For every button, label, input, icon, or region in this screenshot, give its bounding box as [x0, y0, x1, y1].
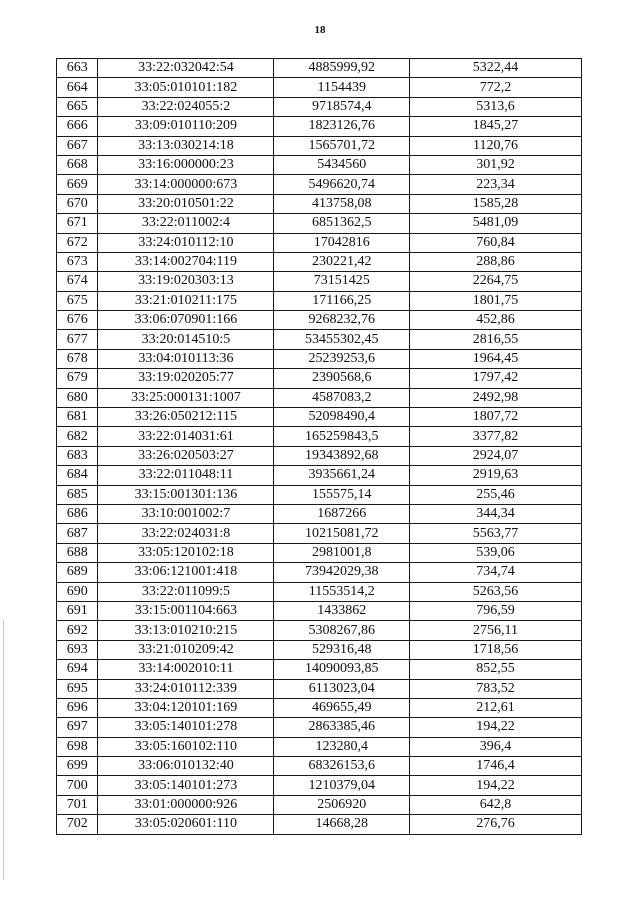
- value-cell: 171166,25: [274, 291, 410, 310]
- value-cell: 230221,42: [274, 252, 410, 271]
- row-number-cell: 697: [57, 718, 98, 737]
- table-row: [57, 349, 582, 368]
- table-row: [57, 601, 582, 620]
- area-cell: 1845,27: [410, 117, 582, 136]
- row-number-cell: 689: [57, 563, 98, 582]
- cadastral-number-cell: 33:25:000131:1007: [98, 388, 274, 407]
- row-number-cell: 680: [57, 388, 98, 407]
- value-cell: 1154439: [274, 78, 410, 97]
- cadastral-number-cell: 33:26:020503:27: [98, 446, 274, 465]
- table-row: [57, 330, 582, 349]
- area-cell: 642,8: [410, 795, 582, 814]
- row-number-cell: 686: [57, 504, 98, 523]
- row-number-cell: 701: [57, 795, 98, 814]
- table-row: [57, 272, 582, 291]
- row-number-cell: 698: [57, 737, 98, 756]
- value-cell: 2981001,8: [274, 543, 410, 562]
- table-row: [57, 252, 582, 271]
- cadastral-number-cell: 33:09:010110:209: [98, 117, 274, 136]
- table-row: [57, 408, 582, 427]
- cadastral-number-cell: 33:01:000000:926: [98, 795, 274, 814]
- table-row: [57, 136, 582, 155]
- cadastral-number-cell: 33:22:011099:5: [98, 582, 274, 601]
- cadastral-number-cell: 33:04:120101:169: [98, 698, 274, 717]
- area-cell: 452,86: [410, 311, 582, 330]
- row-number-cell: 693: [57, 640, 98, 659]
- table-row: [57, 117, 582, 136]
- row-number-cell: 691: [57, 601, 98, 620]
- area-cell: 194,22: [410, 776, 582, 795]
- row-number-cell: 677: [57, 330, 98, 349]
- area-cell: 276,76: [410, 815, 582, 834]
- cadastral-number-cell: 33:05:160102:110: [98, 737, 274, 756]
- value-cell: 10215081,72: [274, 524, 410, 543]
- value-cell: 5496620,74: [274, 175, 410, 194]
- row-number-cell: 671: [57, 214, 98, 233]
- cadastral-number-cell: 33:19:020205:77: [98, 369, 274, 388]
- area-cell: 301,92: [410, 155, 582, 174]
- row-number-cell: 667: [57, 136, 98, 155]
- value-cell: 155575,14: [274, 485, 410, 504]
- cadastral-number-cell: 33:19:020303:13: [98, 272, 274, 291]
- table-row: [57, 640, 582, 659]
- area-cell: 212,61: [410, 698, 582, 717]
- area-cell: 344,34: [410, 504, 582, 523]
- table-row: [57, 97, 582, 116]
- cadastral-number-cell: 33:22:024031:8: [98, 524, 274, 543]
- row-number-cell: 687: [57, 524, 98, 543]
- area-cell: 5322,44: [410, 59, 582, 78]
- value-cell: 4587083,2: [274, 388, 410, 407]
- row-number-cell: 672: [57, 233, 98, 252]
- table-row: [57, 311, 582, 330]
- cadastral-number-cell: 33:24:010112:10: [98, 233, 274, 252]
- area-cell: 1746,4: [410, 757, 582, 776]
- row-number-cell: 700: [57, 776, 98, 795]
- area-cell: 5263,56: [410, 582, 582, 601]
- cadastral-number-cell: 33:05:140101:273: [98, 776, 274, 795]
- table-row: [57, 718, 582, 737]
- value-cell: 4885999,92: [274, 59, 410, 78]
- value-cell: 469655,49: [274, 698, 410, 717]
- area-cell: 1807,72: [410, 408, 582, 427]
- cadastral-number-cell: 33:13:030214:18: [98, 136, 274, 155]
- area-cell: 5313,6: [410, 97, 582, 116]
- cadastral-number-cell: 33:22:011048:11: [98, 466, 274, 485]
- table-row: [57, 291, 582, 310]
- area-cell: 255,46: [410, 485, 582, 504]
- area-cell: 1718,56: [410, 640, 582, 659]
- value-cell: 11553514,2: [274, 582, 410, 601]
- value-cell: 9718574,4: [274, 97, 410, 116]
- table-body: [57, 59, 582, 835]
- cadastral-number-cell: 33:05:140101:278: [98, 718, 274, 737]
- value-cell: 529316,48: [274, 640, 410, 659]
- row-number-cell: 695: [57, 679, 98, 698]
- row-number-cell: 674: [57, 272, 98, 291]
- area-cell: 2492,98: [410, 388, 582, 407]
- cadastral-number-cell: 33:24:010112:339: [98, 679, 274, 698]
- table-row: [57, 737, 582, 756]
- cadastral-number-cell: 33:14:002704:119: [98, 252, 274, 271]
- row-number-cell: 664: [57, 78, 98, 97]
- row-number-cell: 682: [57, 427, 98, 446]
- row-number-cell: 669: [57, 175, 98, 194]
- table-row: [57, 660, 582, 679]
- row-number-cell: 683: [57, 446, 98, 465]
- row-number-cell: 692: [57, 621, 98, 640]
- row-number-cell: 666: [57, 117, 98, 136]
- table-row: [57, 776, 582, 795]
- cadastral-number-cell: 33:05:020601:110: [98, 815, 274, 834]
- value-cell: 6851362,5: [274, 214, 410, 233]
- table-row: [57, 563, 582, 582]
- value-cell: 2506920: [274, 795, 410, 814]
- table-row: [57, 427, 582, 446]
- cadastral-number-cell: 33:14:002010:11: [98, 660, 274, 679]
- cadastral-number-cell: 33:14:000000:673: [98, 175, 274, 194]
- table-row: [57, 485, 582, 504]
- area-cell: 772,2: [410, 78, 582, 97]
- area-cell: 194,22: [410, 718, 582, 737]
- row-number-cell: 668: [57, 155, 98, 174]
- table-row: [57, 194, 582, 213]
- table-row: [57, 504, 582, 523]
- value-cell: 2863385,46: [274, 718, 410, 737]
- value-cell: 17042816: [274, 233, 410, 252]
- value-cell: 2390568,6: [274, 369, 410, 388]
- row-number-cell: 699: [57, 757, 98, 776]
- cadastral-number-cell: 33:15:001104:663: [98, 601, 274, 620]
- value-cell: 1433862: [274, 601, 410, 620]
- cadastral-number-cell: 33:15:001301:136: [98, 485, 274, 504]
- row-number-cell: 690: [57, 582, 98, 601]
- area-cell: 396,4: [410, 737, 582, 756]
- cadastral-number-cell: 33:16:000000:23: [98, 155, 274, 174]
- area-cell: 796,59: [410, 601, 582, 620]
- area-cell: 2264,75: [410, 272, 582, 291]
- cadastral-number-cell: 33:21:010211:175: [98, 291, 274, 310]
- area-cell: 2919,63: [410, 466, 582, 485]
- cadastral-number-cell: 33:06:121001:418: [98, 563, 274, 582]
- table-row: [57, 155, 582, 174]
- table-row: [57, 78, 582, 97]
- table-row: [57, 466, 582, 485]
- value-cell: 25239253,6: [274, 349, 410, 368]
- area-cell: 1585,28: [410, 194, 582, 213]
- cadastral-number-cell: 33:26:050212:115: [98, 408, 274, 427]
- table-row: [57, 757, 582, 776]
- value-cell: 5308267,86: [274, 621, 410, 640]
- value-cell: 73942029,38: [274, 563, 410, 582]
- cadastral-number-cell: 33:22:024055:2: [98, 97, 274, 116]
- table-row: [57, 543, 582, 562]
- row-number-cell: 702: [57, 815, 98, 834]
- cadastral-number-cell: 33:04:010113:36: [98, 349, 274, 368]
- area-cell: 1120,76: [410, 136, 582, 155]
- area-cell: 5481,09: [410, 214, 582, 233]
- area-cell: 1797,42: [410, 369, 582, 388]
- cadastral-number-cell: 33:22:032042:54: [98, 59, 274, 78]
- area-cell: 760,84: [410, 233, 582, 252]
- table-row: [57, 214, 582, 233]
- table-row: [57, 524, 582, 543]
- value-cell: 14090093,85: [274, 660, 410, 679]
- area-cell: 539,06: [410, 543, 582, 562]
- area-cell: 3377,82: [410, 427, 582, 446]
- cadastral-number-cell: 33:21:010209:42: [98, 640, 274, 659]
- table-row: [57, 698, 582, 717]
- area-cell: 2924,07: [410, 446, 582, 465]
- area-cell: 1801,75: [410, 291, 582, 310]
- table-row: [57, 233, 582, 252]
- cadastral-number-cell: 33:20:014510:5: [98, 330, 274, 349]
- cadastral-number-cell: 33:06:070901:166: [98, 311, 274, 330]
- table-row: [57, 582, 582, 601]
- row-number-cell: 679: [57, 369, 98, 388]
- cadastral-number-cell: 33:05:120102:18: [98, 543, 274, 562]
- cadastral-number-cell: 33:20:010501:22: [98, 194, 274, 213]
- row-number-cell: 663: [57, 59, 98, 78]
- cadastral-number-cell: 33:05:010101:182: [98, 78, 274, 97]
- row-number-cell: 696: [57, 698, 98, 717]
- area-cell: 783,52: [410, 679, 582, 698]
- row-number-cell: 678: [57, 349, 98, 368]
- page-number: 18: [314, 24, 326, 36]
- cadastral-number-cell: 33:22:011002:4: [98, 214, 274, 233]
- value-cell: 1687266: [274, 504, 410, 523]
- cadastral-number-cell: 33:22:014031:61: [98, 427, 274, 446]
- row-number-cell: 670: [57, 194, 98, 213]
- value-cell: 6113023,04: [274, 679, 410, 698]
- cadastral-number-cell: 33:13:010210:215: [98, 621, 274, 640]
- value-cell: 123280,4: [274, 737, 410, 756]
- area-cell: 2816,55: [410, 330, 582, 349]
- scan-edge-line: [3, 620, 4, 880]
- area-cell: 223,34: [410, 175, 582, 194]
- row-number-cell: 688: [57, 543, 98, 562]
- value-cell: 413758,08: [274, 194, 410, 213]
- row-number-cell: 673: [57, 252, 98, 271]
- value-cell: 52098490,4: [274, 408, 410, 427]
- value-cell: 73151425: [274, 272, 410, 291]
- row-number-cell: 681: [57, 408, 98, 427]
- value-cell: 53455302,45: [274, 330, 410, 349]
- value-cell: 1823126,76: [274, 117, 410, 136]
- table-row: [57, 446, 582, 465]
- value-cell: 9268232,76: [274, 311, 410, 330]
- row-number-cell: 694: [57, 660, 98, 679]
- value-cell: 68326153,6: [274, 757, 410, 776]
- area-cell: 5563,77: [410, 524, 582, 543]
- area-cell: 1964,45: [410, 349, 582, 368]
- row-number-cell: 684: [57, 466, 98, 485]
- area-cell: 734,74: [410, 563, 582, 582]
- table-row: [57, 59, 582, 78]
- table-row: [57, 621, 582, 640]
- table-row: [57, 388, 582, 407]
- cadastral-number-cell: 33:06:010132:40: [98, 757, 274, 776]
- cadastral-number-cell: 33:10:001002:7: [98, 504, 274, 523]
- value-cell: 3935661,24: [274, 466, 410, 485]
- value-cell: 19343892,68: [274, 446, 410, 465]
- row-number-cell: 665: [57, 97, 98, 116]
- area-cell: 288,86: [410, 252, 582, 271]
- table-row: [57, 679, 582, 698]
- value-cell: 14668,28: [274, 815, 410, 834]
- area-cell: 852,55: [410, 660, 582, 679]
- row-number-cell: 675: [57, 291, 98, 310]
- value-cell: 165259843,5: [274, 427, 410, 446]
- table-row: [57, 369, 582, 388]
- row-number-cell: 676: [57, 311, 98, 330]
- area-cell: 2756,11: [410, 621, 582, 640]
- data-table: [56, 58, 582, 835]
- table-row: [57, 795, 582, 814]
- value-cell: 1565701,72: [274, 136, 410, 155]
- value-cell: 1210379,04: [274, 776, 410, 795]
- table-row: [57, 175, 582, 194]
- row-number-cell: 685: [57, 485, 98, 504]
- value-cell: 5434560: [274, 155, 410, 174]
- table-row: [57, 815, 582, 834]
